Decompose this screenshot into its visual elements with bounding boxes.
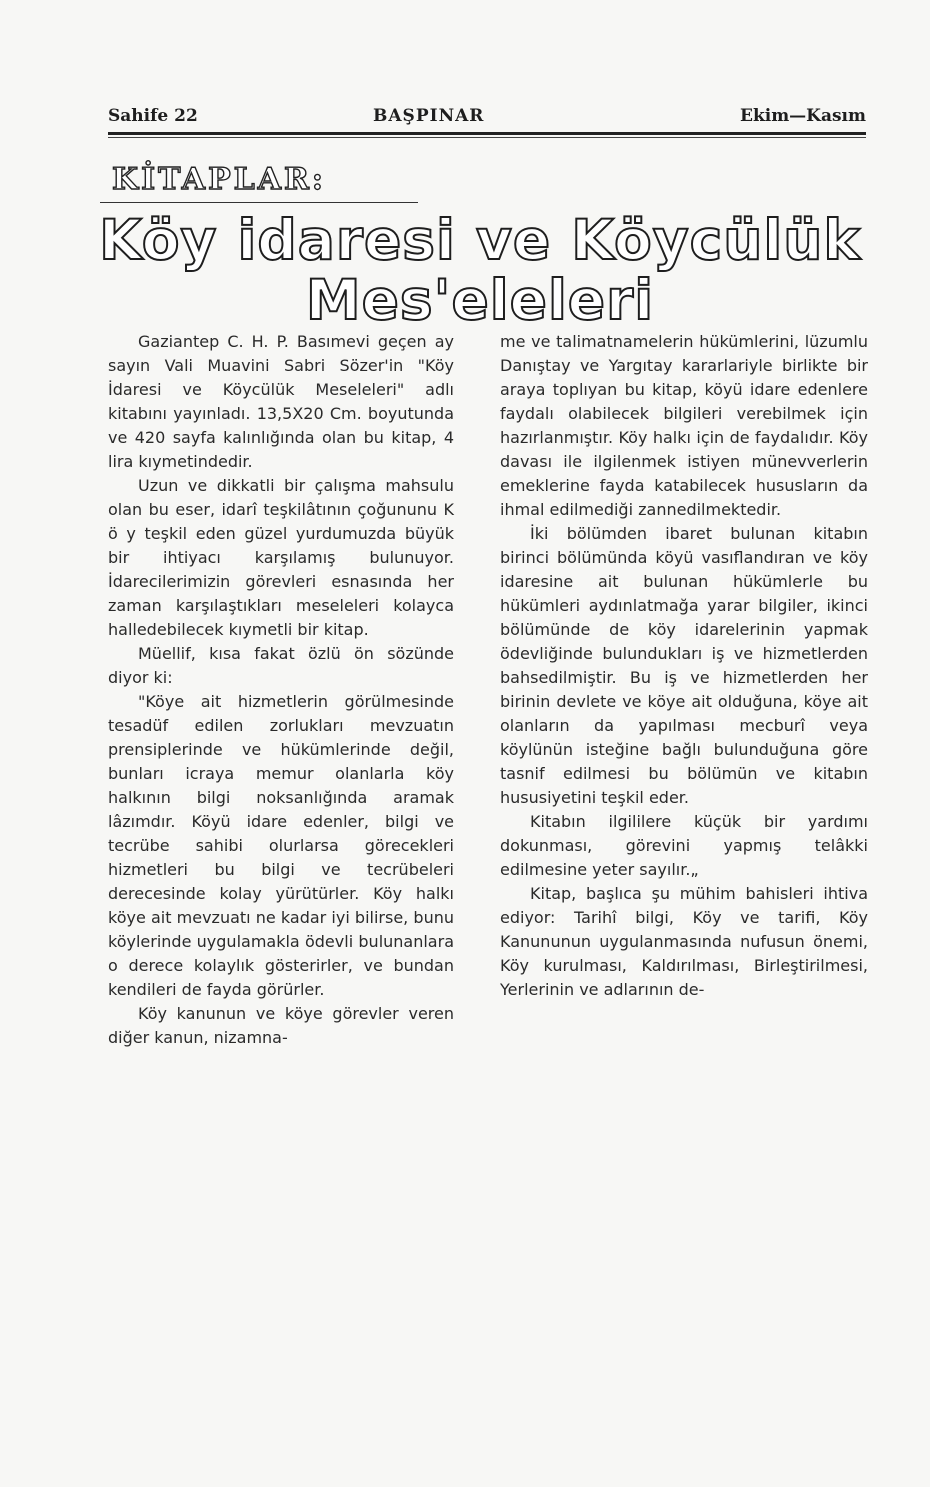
header-rule	[108, 132, 866, 135]
running-header	[108, 106, 866, 132]
paragraph: Müellif, kısa fakat özlü ön sözünde diyor ki:	[108, 644, 454, 687]
left-column	[108, 330, 454, 1050]
article-title-line-1: Köy idaresi ve Köycülük	[99, 208, 861, 272]
issue-date: Ekim—Kasım	[740, 106, 866, 126]
section-title: KİTAPLAR:	[112, 162, 327, 197]
journal-name: BAŞPINAR	[373, 106, 485, 126]
article-title-line-2: Mes'eleleri	[305, 268, 655, 332]
paragraph: "Köye ait hizmetlerin görülmesinde tesadüf edilen zorlukları mevzuatın prensiplerinde ve hükümlerinde değil, bunları icraya memur olanlarla köy halkının bilgi noksanlığında aramak lâzımdır. Köyü idare edenler, bilgi ve tecrübe sahibi olurlarsa görecekleri hizmetleri bu bilgi ve tecrübeleri derecesinde kolay yürütürler. Köy halkı köye ait mevzuatı ne kadar iyi bilirse, bunu köylerinde uygulamakla ödevli bulunanlara o derece kolaylık gösterirler, ve bundan kendileri de fayda görürler.	[108, 692, 454, 999]
paragraph: Kitabın ilgililere küçük bir yardımı dokunması, görevini yapmış telâkki edilmesine yeter sayılır.„	[500, 812, 868, 879]
header-rule-thin	[108, 137, 866, 138]
paragraph: me ve talimatnamelerin hükümlerini, lüzumlu Danıştay ve Yargıtay kararlariyle birlikte bir araya toplıyan bu kitap, köyü idare edenlere faydalı olabilecek bilgileri verebilmek için hazırlanmıştır. Köy halkı için de faydalıdır. Köy davası ile ilgilenmek istiyen münevverlerin emeklerine fayda katabilecek hususların da ihmal edilmediği zannedilmektedir.	[500, 332, 868, 519]
paragraph: Gaziantep C. H. P. Basımevi geçen ay sayın Vali Muavini Sabri Sözer'in "Köy İdaresi ve Köycülük Meseleleri" adlı kitabını yayınladı. 13,5X20 Cm. boyutunda ve 420 sayfa kalınlığında olan bu kitap, 4 lira kıymetindedir.	[108, 332, 454, 471]
right-column	[500, 330, 868, 1002]
page-number-label: Sahife 22	[108, 106, 198, 126]
paragraph: Uzun ve dikkatli bir çalışma mahsulu olan bu eser, idarî teşkilâtının çoğununu K ö y teşkil eden güzel yurdumuzda büyük bir ihtiyacı karşılamış bulunuyor. İdarecilerimizin görevleri esnasında her zaman karşılaştıkları meseleleri kolayca halledebilecek kıymetli bir kitap.	[108, 476, 454, 639]
paragraph: Köy kanunun ve köye görevler veren diğer kanun, nizamna-	[108, 1004, 454, 1047]
paragraph: İki bölümden ibaret bulunan kitabın birinci bölümünda köyü vasıflandıran ve köy idaresine ait bulunan hükümlerle bu hükümleri aydınlatmağa yarar bilgiler, ikinci bölümünde de köy idarelerinin yapmak ödevliğinde bulundukları iş ve hizmetlerden bahsedilmiştir. Bu iş ve hizmetlerden her birinin devlete ve köye ait olduğuna, köye ait olanların da yapılması mecburî veya köylünün isteğine bağlı bulunduğuna göre tasnif edilmesi bu bölümün ve kitabın hususiyetini teşkil eder.	[500, 524, 868, 807]
section-underline	[100, 202, 418, 203]
paragraph: Kitap, başlıca şu mühim bahisleri ihtiva ediyor: Tarihî bilgi, Köy ve tarifi, Köy Kanununun uygulanmasında nufusun önemi, Köy kurulması, Kaldırılması, Birleştirilmesi, Yerlerinin ve adlarının de-	[500, 884, 868, 999]
